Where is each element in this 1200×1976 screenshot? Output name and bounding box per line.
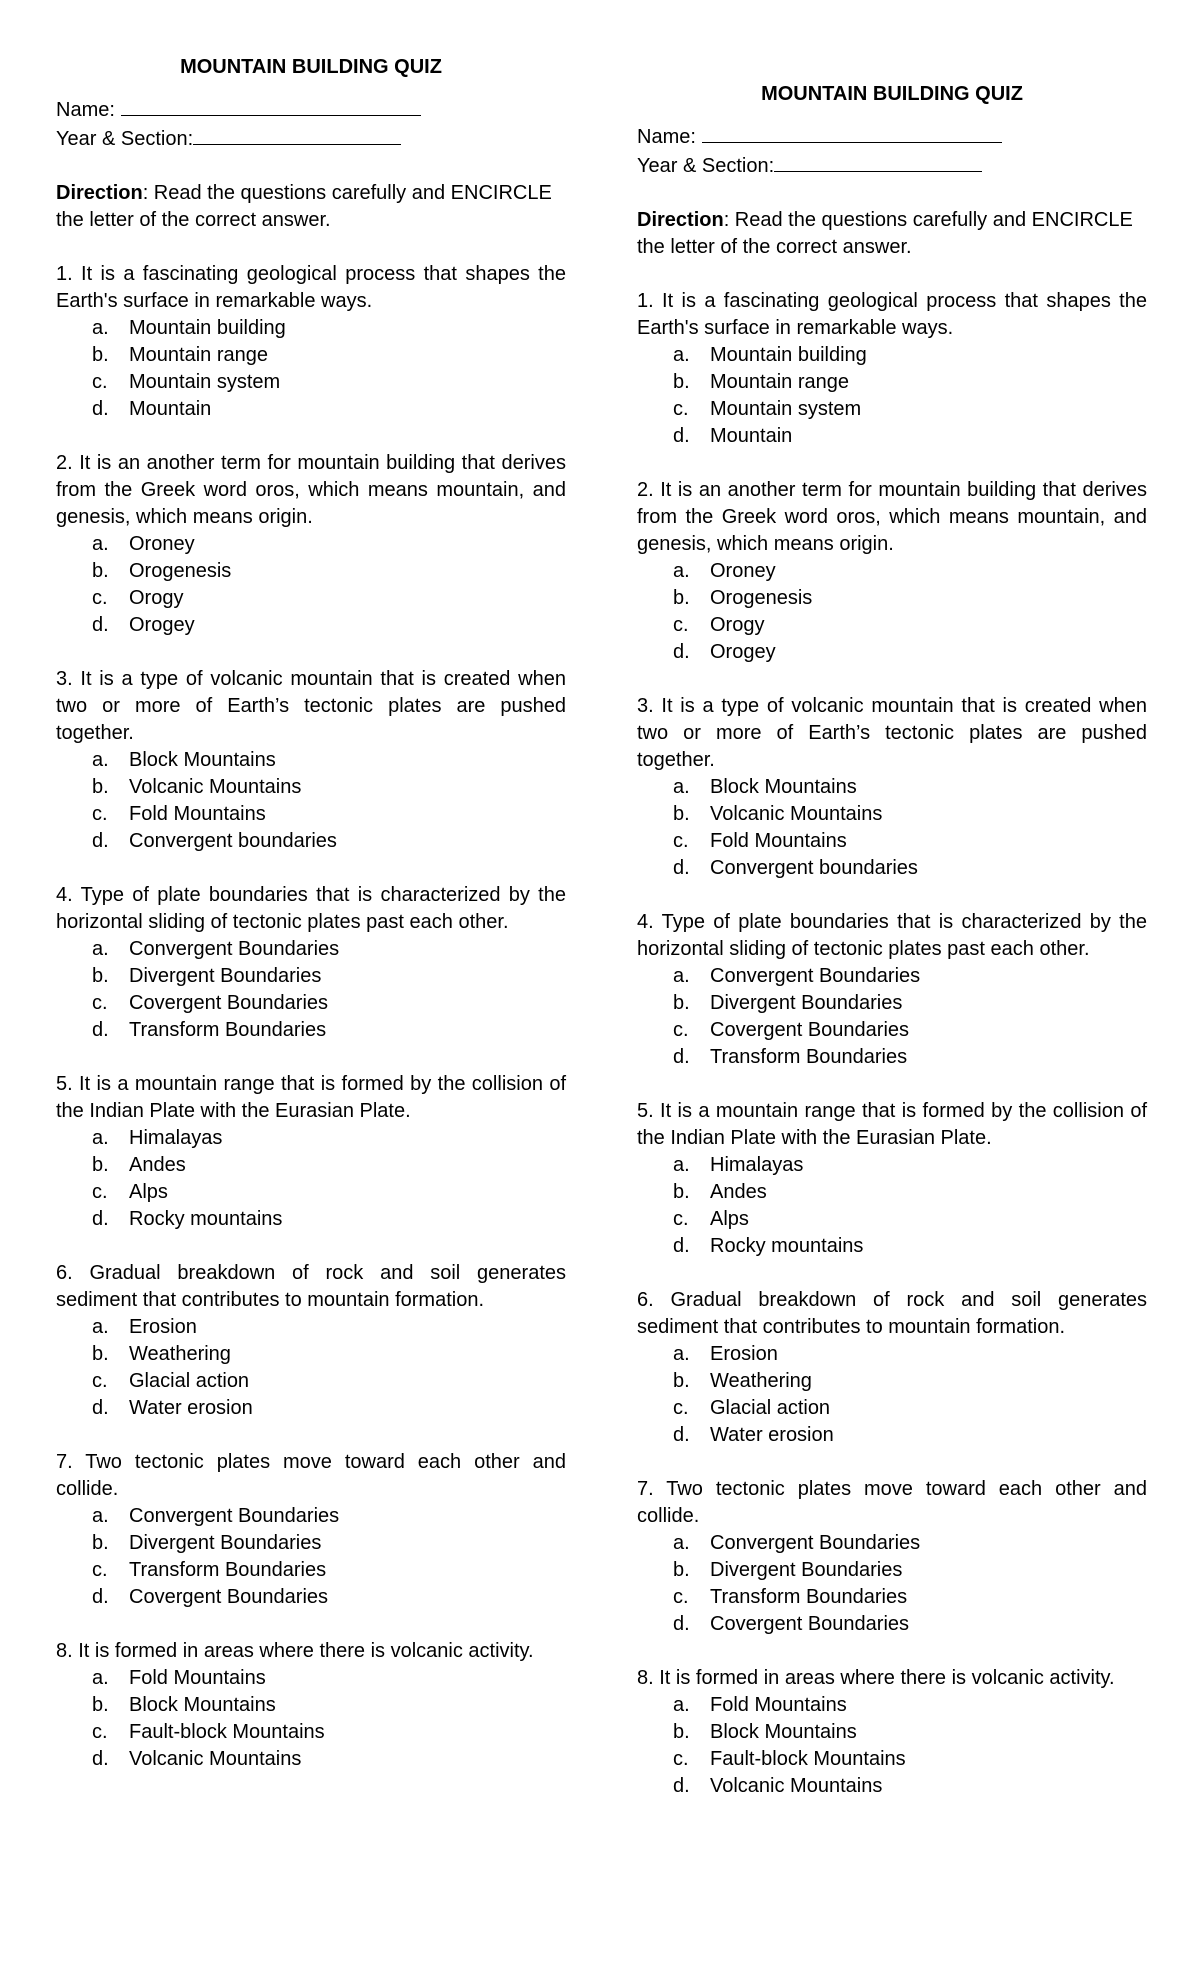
- question-text: 1. It is a fascinating geological process that shapes the Earth's surface in remarkable ways.: [637, 290, 1147, 339]
- option-text: Oroney: [710, 560, 776, 582]
- option-text: Water erosion: [710, 1424, 834, 1446]
- answer-option-c[interactable]: [637, 1395, 1147, 1422]
- option-letter[interactable]: b.: [673, 371, 690, 393]
- answer-option-c[interactable]: [637, 1584, 1147, 1611]
- answer-option-c[interactable]: [637, 1017, 1147, 1044]
- option-letter[interactable]: a.: [92, 1127, 109, 1149]
- answer-option-b[interactable]: [637, 1368, 1147, 1395]
- option-letter[interactable]: c.: [92, 1181, 108, 1203]
- option-letter[interactable]: c.: [92, 1559, 108, 1581]
- option-letter[interactable]: d.: [92, 398, 109, 420]
- answer-option-b[interactable]: [56, 342, 566, 369]
- option-text: Oroney: [129, 533, 195, 555]
- section-blank-line[interactable]: [193, 124, 401, 145]
- option-letter[interactable]: c.: [92, 587, 108, 609]
- option-letter[interactable]: b.: [673, 1559, 690, 1581]
- option-letter[interactable]: b.: [673, 587, 690, 609]
- answer-options: [56, 936, 566, 1044]
- option-text: Block Mountains: [129, 1694, 276, 1716]
- option-letter[interactable]: d.: [673, 1424, 690, 1446]
- option-text: Water erosion: [129, 1397, 253, 1419]
- option-text: Rocky mountains: [710, 1235, 864, 1257]
- option-letter[interactable]: c.: [673, 614, 689, 636]
- option-letter[interactable]: a.: [92, 938, 109, 960]
- question-8: [56, 1638, 566, 1773]
- option-text: Convergent boundaries: [710, 857, 918, 879]
- answer-option-b[interactable]: [56, 774, 566, 801]
- answer-option-c[interactable]: [56, 801, 566, 828]
- option-text: Divergent Boundaries: [129, 965, 322, 987]
- option-text: Covergent Boundaries: [129, 1586, 329, 1608]
- section-field: [637, 151, 1147, 180]
- question-2: [637, 477, 1147, 666]
- option-text: Orogey: [129, 614, 195, 636]
- option-letter[interactable]: c.: [673, 1748, 689, 1770]
- answer-option-b[interactable]: [56, 963, 566, 990]
- direction-body: : Read the questions carefully and ENCIRCLE the letter of the correct answer.: [637, 209, 1133, 258]
- name-blank-line[interactable]: [121, 95, 421, 116]
- direction-text: [637, 207, 1147, 261]
- question-4: [56, 882, 566, 1044]
- question-text: 5. It is a mountain range that is formed by the collision of the Indian Plate with the Eurasian Plate.: [637, 1100, 1147, 1149]
- section-label: Year & Section:: [637, 155, 775, 177]
- answer-option-b[interactable]: [637, 990, 1147, 1017]
- answer-options: [637, 1530, 1147, 1638]
- answer-option-c[interactable]: [637, 396, 1147, 423]
- answer-options: [56, 531, 566, 639]
- option-letter[interactable]: a.: [92, 1667, 109, 1689]
- option-text: Transform Boundaries: [129, 1559, 327, 1581]
- option-text: Block Mountains: [710, 1721, 857, 1743]
- option-letter[interactable]: d.: [673, 1775, 690, 1797]
- option-letter[interactable]: a.: [673, 1694, 690, 1716]
- option-text: Andes: [710, 1181, 767, 1203]
- answer-option-d[interactable]: [637, 855, 1147, 882]
- name-field: [56, 95, 566, 124]
- option-letter[interactable]: c.: [92, 1370, 108, 1392]
- answer-option-d[interactable]: [637, 1233, 1147, 1260]
- option-text: Volcanic Mountains: [710, 803, 883, 825]
- answer-options: [637, 558, 1147, 666]
- option-letter[interactable]: b.: [673, 1721, 690, 1743]
- question-text: 3. It is a type of volcanic mountain that is created when two or more of Earth’s tectonic plates are pushed together.: [637, 695, 1147, 771]
- question-text: 5. It is a mountain range that is formed by the collision of the Indian Plate with the Eurasian Plate.: [56, 1073, 566, 1122]
- answer-options: [56, 1314, 566, 1422]
- option-letter[interactable]: d.: [92, 1019, 109, 1041]
- option-letter[interactable]: a.: [673, 344, 690, 366]
- answer-option-d[interactable]: [56, 1584, 566, 1611]
- direction-label: Direction: [637, 209, 724, 231]
- option-letter[interactable]: d.: [92, 1397, 109, 1419]
- question-7: [637, 1476, 1147, 1638]
- answer-option-a[interactable]: [56, 936, 566, 963]
- option-letter[interactable]: a.: [673, 1154, 690, 1176]
- answer-option-b[interactable]: [56, 1692, 566, 1719]
- question-text: 6. Gradual breakdown of rock and soil generates sediment that contributes to mountain formation.: [637, 1289, 1147, 1338]
- option-letter[interactable]: b.: [92, 776, 109, 798]
- option-text: Block Mountains: [129, 749, 276, 771]
- question-6: [56, 1260, 566, 1422]
- option-letter[interactable]: c.: [92, 803, 108, 825]
- option-letter[interactable]: c.: [673, 1019, 689, 1041]
- option-letter[interactable]: b.: [92, 1154, 109, 1176]
- answer-options: [637, 1341, 1147, 1449]
- answer-option-d[interactable]: [56, 396, 566, 423]
- answer-option-a[interactable]: [637, 558, 1147, 585]
- option-letter[interactable]: d.: [673, 857, 690, 879]
- answer-option-d[interactable]: [56, 1017, 566, 1044]
- question-text: 6. Gradual breakdown of rock and soil generates sediment that contributes to mountain formation.: [56, 1262, 566, 1311]
- answer-option-a[interactable]: [637, 963, 1147, 990]
- answer-options: [637, 1692, 1147, 1800]
- question-text: 8. It is formed in areas where there is volcanic activity.: [56, 1640, 534, 1662]
- option-letter[interactable]: b.: [92, 1532, 109, 1554]
- option-text: Transform Boundaries: [710, 1586, 908, 1608]
- answer-option-a[interactable]: [56, 1665, 566, 1692]
- answer-option-b[interactable]: [637, 369, 1147, 396]
- option-text: Fold Mountains: [129, 1667, 266, 1689]
- answer-options: [56, 315, 566, 423]
- answer-option-b[interactable]: [637, 1719, 1147, 1746]
- answer-option-d[interactable]: [637, 1422, 1147, 1449]
- option-letter[interactable]: b.: [92, 1694, 109, 1716]
- answer-options: [637, 963, 1147, 1071]
- option-text: Transform Boundaries: [129, 1019, 327, 1041]
- option-text: Alps: [710, 1208, 749, 1230]
- option-letter[interactable]: a.: [92, 1505, 109, 1527]
- option-text: Fault-block Mountains: [129, 1721, 325, 1743]
- answer-option-d[interactable]: [56, 828, 566, 855]
- name-field: [637, 122, 1147, 151]
- option-text: Fold Mountains: [129, 803, 266, 825]
- option-text: Mountain building: [710, 344, 867, 366]
- question-7: [56, 1449, 566, 1611]
- direction-text: [56, 180, 566, 234]
- option-letter[interactable]: b.: [92, 1343, 109, 1365]
- answer-option-d[interactable]: [637, 639, 1147, 666]
- option-text: Divergent Boundaries: [129, 1532, 322, 1554]
- question-5: [56, 1071, 566, 1233]
- answer-option-b[interactable]: [637, 1179, 1147, 1206]
- answer-option-d[interactable]: [637, 1044, 1147, 1071]
- option-letter[interactable]: a.: [673, 1532, 690, 1554]
- option-text: Orogenesis: [710, 587, 813, 609]
- option-text: Mountain system: [129, 371, 281, 393]
- answer-option-c[interactable]: [56, 585, 566, 612]
- answer-option-a[interactable]: [56, 1503, 566, 1530]
- option-text: Mountain: [129, 398, 212, 420]
- option-text: Orogenesis: [129, 560, 232, 582]
- answer-options: [637, 1152, 1147, 1260]
- option-letter[interactable]: d.: [92, 1748, 109, 1770]
- direction-body: : Read the questions carefully and ENCIRCLE the letter of the correct answer.: [56, 182, 552, 231]
- question-text: 4. Type of plate boundaries that is characterized by the horizontal sliding of tectonic plates past each other.: [56, 884, 566, 933]
- option-letter[interactable]: b.: [673, 1370, 690, 1392]
- option-letter[interactable]: c.: [673, 1397, 689, 1419]
- direction-label: Direction: [56, 182, 143, 204]
- answer-option-b[interactable]: [637, 585, 1147, 612]
- option-text: Convergent Boundaries: [710, 965, 921, 987]
- option-text: Volcanic Mountains: [710, 1775, 883, 1797]
- option-text: Mountain system: [710, 398, 862, 420]
- option-letter[interactable]: d.: [92, 830, 109, 852]
- answer-option-a[interactable]: [637, 1341, 1147, 1368]
- option-letter[interactable]: b.: [92, 344, 109, 366]
- option-letter[interactable]: a.: [673, 560, 690, 582]
- answer-option-c[interactable]: [637, 1206, 1147, 1233]
- quiz-column-left: [56, 54, 566, 1800]
- section-field: [56, 124, 566, 153]
- option-text: Block Mountains: [710, 776, 857, 798]
- answer-option-d[interactable]: [637, 1773, 1147, 1800]
- answer-options: [56, 1125, 566, 1233]
- question-6: [637, 1287, 1147, 1449]
- option-letter[interactable]: a.: [673, 965, 690, 987]
- answer-option-c[interactable]: [56, 369, 566, 396]
- question-1: [637, 288, 1147, 450]
- option-text: Himalayas: [129, 1127, 223, 1149]
- answer-options: [637, 342, 1147, 450]
- quiz-column-right: [637, 81, 1147, 1827]
- option-text: Glacial action: [710, 1397, 831, 1419]
- answer-option-b[interactable]: [637, 1557, 1147, 1584]
- question-text: 2. It is an another term for mountain building that derives from the Greek word oros, which means mountain, and genesis, which means origin.: [637, 479, 1147, 555]
- answer-option-b[interactable]: [56, 1152, 566, 1179]
- quiz-title: MOUNTAIN BUILDING QUIZ: [761, 83, 1023, 105]
- answer-option-c[interactable]: [56, 1179, 566, 1206]
- option-letter[interactable]: c.: [673, 398, 689, 420]
- answer-option-a[interactable]: [637, 1692, 1147, 1719]
- name-label: Name:: [637, 126, 696, 148]
- answer-option-b[interactable]: [56, 1530, 566, 1557]
- option-text: Convergent Boundaries: [129, 1505, 340, 1527]
- answer-options: [56, 1665, 566, 1773]
- option-letter[interactable]: a.: [92, 317, 109, 339]
- option-letter[interactable]: d.: [92, 1586, 109, 1608]
- answer-option-a[interactable]: [637, 1530, 1147, 1557]
- option-text: Volcanic Mountains: [129, 776, 302, 798]
- option-text: Fold Mountains: [710, 830, 847, 852]
- option-text: Weathering: [710, 1370, 812, 1392]
- answer-option-d[interactable]: [637, 423, 1147, 450]
- question-text: 8. It is formed in areas where there is volcanic activity.: [637, 1667, 1115, 1689]
- option-text: Volcanic Mountains: [129, 1748, 302, 1770]
- option-letter[interactable]: b.: [673, 992, 690, 1014]
- option-text: Alps: [129, 1181, 168, 1203]
- question-8: [637, 1665, 1147, 1800]
- answer-option-b[interactable]: [637, 801, 1147, 828]
- option-letter[interactable]: b.: [92, 560, 109, 582]
- option-letter[interactable]: b.: [92, 965, 109, 987]
- option-text: Mountain building: [129, 317, 286, 339]
- option-text: Orogy: [129, 587, 184, 609]
- question-3: [637, 693, 1147, 882]
- answer-option-c[interactable]: [56, 1368, 566, 1395]
- answer-option-c[interactable]: [637, 828, 1147, 855]
- answer-options: [56, 1503, 566, 1611]
- option-letter[interactable]: c.: [673, 1208, 689, 1230]
- question-1: [56, 261, 566, 423]
- option-letter[interactable]: d.: [673, 1613, 690, 1635]
- option-letter[interactable]: d.: [673, 425, 690, 447]
- quiz-title: MOUNTAIN BUILDING QUIZ: [180, 56, 442, 78]
- option-letter[interactable]: c.: [673, 1586, 689, 1608]
- answer-option-c[interactable]: [637, 612, 1147, 639]
- option-letter[interactable]: b.: [673, 1181, 690, 1203]
- answer-options: [637, 774, 1147, 882]
- option-text: Fold Mountains: [710, 1694, 847, 1716]
- answer-option-a[interactable]: [637, 774, 1147, 801]
- answer-option-d[interactable]: [56, 612, 566, 639]
- question-4: [637, 909, 1147, 1071]
- option-text: Fault-block Mountains: [710, 1748, 906, 1770]
- answer-option-c[interactable]: [56, 990, 566, 1017]
- section-label: Year & Section:: [56, 128, 194, 150]
- answer-option-d[interactable]: [56, 1395, 566, 1422]
- option-text: Covergent Boundaries: [710, 1019, 910, 1041]
- option-text: Divergent Boundaries: [710, 1559, 903, 1581]
- answer-option-a[interactable]: [56, 747, 566, 774]
- answer-option-b[interactable]: [56, 1341, 566, 1368]
- option-letter[interactable]: d.: [673, 641, 690, 663]
- option-text: Orogey: [710, 641, 776, 663]
- option-text: Himalayas: [710, 1154, 804, 1176]
- answer-option-a[interactable]: [56, 531, 566, 558]
- answer-option-a[interactable]: [56, 1314, 566, 1341]
- option-text: Weathering: [129, 1343, 231, 1365]
- section-blank-line[interactable]: [774, 151, 982, 172]
- question-text: 7. Two tectonic plates move toward each other and collide.: [637, 1478, 1147, 1527]
- option-text: Convergent Boundaries: [129, 938, 340, 960]
- option-letter[interactable]: a.: [92, 1316, 109, 1338]
- answer-option-c[interactable]: [56, 1719, 566, 1746]
- answer-option-a[interactable]: [56, 315, 566, 342]
- question-2: [56, 450, 566, 639]
- option-text: Andes: [129, 1154, 186, 1176]
- answer-option-a[interactable]: [56, 1125, 566, 1152]
- answer-option-c[interactable]: [637, 1746, 1147, 1773]
- answer-option-b[interactable]: [56, 558, 566, 585]
- option-text: Orogy: [710, 614, 765, 636]
- option-letter[interactable]: a.: [673, 776, 690, 798]
- question-text: 3. It is a type of volcanic mountain that is created when two or more of Earth’s tectonic plates are pushed together.: [56, 668, 566, 744]
- answer-option-c[interactable]: [56, 1557, 566, 1584]
- option-letter[interactable]: d.: [92, 1208, 109, 1230]
- option-text: Mountain range: [710, 371, 849, 393]
- answer-option-d[interactable]: [637, 1611, 1147, 1638]
- option-text: Mountain range: [129, 344, 268, 366]
- name-label: Name:: [56, 99, 115, 121]
- option-text: Mountain: [710, 425, 793, 447]
- option-text: Glacial action: [129, 1370, 250, 1392]
- option-letter[interactable]: c.: [92, 992, 108, 1014]
- option-letter[interactable]: a.: [92, 533, 109, 555]
- option-letter[interactable]: d.: [92, 614, 109, 636]
- option-letter[interactable]: a.: [673, 1343, 690, 1365]
- option-text: Convergent boundaries: [129, 830, 337, 852]
- option-letter[interactable]: a.: [92, 749, 109, 771]
- option-text: Divergent Boundaries: [710, 992, 903, 1014]
- option-text: Covergent Boundaries: [129, 992, 329, 1014]
- option-letter[interactable]: c.: [92, 371, 108, 393]
- answer-option-a[interactable]: [637, 1152, 1147, 1179]
- question-text: 2. It is an another term for mountain building that derives from the Greek word oros, which means mountain, and genesis, which means origin.: [56, 452, 566, 528]
- question-text: 4. Type of plate boundaries that is characterized by the horizontal sliding of tectonic plates past each other.: [637, 911, 1147, 960]
- answer-option-d[interactable]: [56, 1746, 566, 1773]
- option-letter[interactable]: d.: [673, 1235, 690, 1257]
- answer-option-d[interactable]: [56, 1206, 566, 1233]
- answer-option-a[interactable]: [637, 342, 1147, 369]
- option-text: Covergent Boundaries: [710, 1613, 910, 1635]
- option-text: Erosion: [129, 1316, 197, 1338]
- option-letter[interactable]: c.: [92, 1721, 108, 1743]
- option-letter[interactable]: b.: [673, 803, 690, 825]
- option-text: Erosion: [710, 1343, 778, 1365]
- option-letter[interactable]: d.: [673, 1046, 690, 1068]
- question-text: 1. It is a fascinating geological process that shapes the Earth's surface in remarkable ways.: [56, 263, 566, 312]
- option-text: Convergent Boundaries: [710, 1532, 921, 1554]
- option-text: Transform Boundaries: [710, 1046, 908, 1068]
- option-text: Rocky mountains: [129, 1208, 283, 1230]
- question-text: 7. Two tectonic plates move toward each other and collide.: [56, 1451, 566, 1500]
- option-letter[interactable]: c.: [673, 830, 689, 852]
- name-blank-line[interactable]: [702, 122, 1002, 143]
- question-3: [56, 666, 566, 855]
- answer-options: [56, 747, 566, 855]
- question-5: [637, 1098, 1147, 1260]
